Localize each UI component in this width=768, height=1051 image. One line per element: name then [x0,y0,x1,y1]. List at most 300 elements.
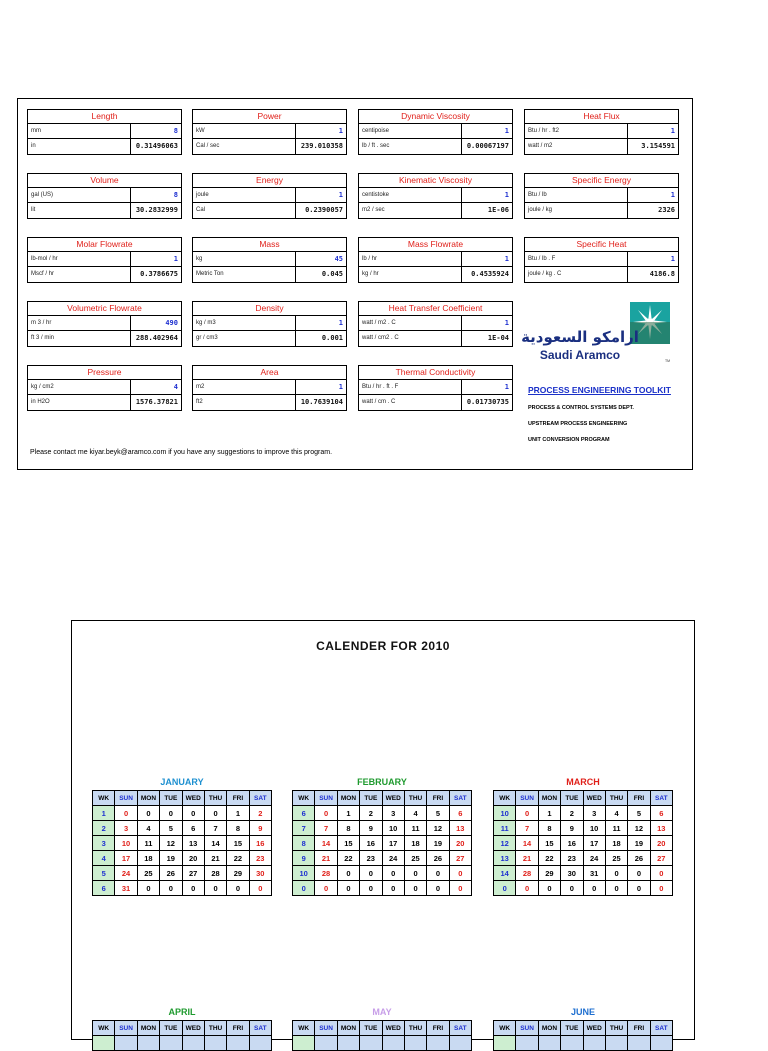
day-cell: 8 [227,821,249,836]
day-cell: 0 [227,881,249,896]
day-cell: 0 [516,881,538,896]
day-cell: 0 [561,881,583,896]
day-cell: 26 [628,851,650,866]
month-name: MAY [372,1007,392,1017]
week-number: 3 [93,836,115,851]
output-unit[interactable]: watt / cm . C [362,399,396,405]
contact-note: Please contact me kiyar.beyk@aramco.com if you have any suggestions to improve this program. [30,449,333,456]
day-cell: 5 [427,806,449,821]
input-value[interactable]: 45 [295,252,346,266]
week-row [93,881,272,896]
month-name: JANUARY [160,777,204,787]
input-value[interactable]: 1 [627,252,678,266]
week-number: 4 [93,851,115,866]
day-cell: 1 [538,806,560,821]
day-cell: 8 [538,821,560,836]
output-value: 0.00067197 [461,139,512,154]
output-unit[interactable]: lb / ft . sec [362,143,390,149]
input-value[interactable]: 1 [627,124,678,138]
output-value: 0.2390057 [295,203,346,218]
day-cell: 14 [516,836,538,851]
conversion-box [27,365,182,411]
day-cell: 0 [382,866,404,881]
month-block [292,1006,472,1051]
day-cell: 12 [160,836,182,851]
day-cell: 15 [227,836,249,851]
empty-cell [494,1036,516,1051]
conversion-box [192,301,347,347]
empty-cell [315,1036,337,1051]
weekday-header: FRI [227,1021,249,1036]
conversion-title: Dynamic Viscosity [359,110,512,124]
week-row [494,806,673,821]
input-value[interactable]: 1 [295,380,346,394]
saudi-aramco-logo [522,302,672,372]
day-cell: 15 [337,836,359,851]
week-row [293,836,472,851]
output-value: 0.01730735 [461,395,512,410]
empty-cell [605,1036,627,1051]
output-value: 4186.8 [627,267,678,282]
day-cell: 4 [605,806,627,821]
weekday-header: SUN [516,791,538,806]
day-cell: 17 [583,836,605,851]
day-cell: 0 [650,866,672,881]
day-cell: 2 [561,806,583,821]
week-row [494,836,673,851]
day-cell: 0 [137,806,159,821]
output-unit[interactable]: ft 3 / min [31,335,55,341]
input-unit[interactable]: gal (US) [31,192,54,198]
unit-converter-panel [17,98,693,470]
day-cell: 22 [538,851,560,866]
day-cell: 25 [404,851,426,866]
output-unit[interactable]: Cal / sec [196,143,220,149]
weekday-header: MON [337,791,359,806]
month-table [292,1020,472,1051]
weekday-header: THU [204,791,226,806]
weekday-header: FRI [227,791,249,806]
day-cell: 9 [249,821,271,836]
month-name: FEBRUARY [357,777,407,787]
day-cell: 18 [605,836,627,851]
output-value: 10.7639104 [295,395,346,410]
weekday-header: MON [337,1021,359,1036]
day-cell: 7 [204,821,226,836]
empty-cell [93,1036,115,1051]
week-number: 7 [293,821,315,836]
conversion-title: Length [28,110,181,124]
output-unit[interactable]: in H2O [31,399,50,405]
empty-cell [115,1036,137,1051]
weekday-header: SUN [516,1021,538,1036]
input-value[interactable]: 1 [461,124,512,138]
day-cell: 28 [516,866,538,881]
day-cell: 24 [115,866,137,881]
day-cell: 0 [628,881,650,896]
input-value[interactable]: 1 [461,188,512,202]
input-unit[interactable]: kg / cm2 [31,384,54,390]
weekday-header: SUN [115,791,137,806]
conversion-box [27,301,182,347]
day-cell: 0 [449,881,471,896]
output-value: 2326 [627,203,678,218]
output-value: 1576.37821 [130,395,181,410]
week-number: 6 [293,806,315,821]
output-unit[interactable]: Mscf / hr [31,271,55,277]
day-cell: 14 [315,836,337,851]
day-cell: 21 [204,851,226,866]
weekday-header: WED [583,1021,605,1036]
conversion-box [358,301,513,347]
month-name: MARCH [566,777,600,787]
weekday-header: MON [538,791,560,806]
day-cell: 0 [315,881,337,896]
month-block [292,776,472,896]
empty-cell [382,1036,404,1051]
day-cell: 17 [382,836,404,851]
day-cell: 0 [650,881,672,896]
input-unit[interactable]: m2 [196,384,205,390]
weekday-header: THU [404,1021,426,1036]
output-unit[interactable]: joule / kg [528,207,553,213]
week-row [293,806,472,821]
day-cell: 0 [404,881,426,896]
conversion-title: Volume [28,174,181,188]
empty-cell [227,1036,249,1051]
output-unit[interactable]: Metric Ton [196,271,224,277]
weekday-header: SUN [315,1021,337,1036]
day-cell: 11 [404,821,426,836]
day-cell: 31 [583,866,605,881]
empty-cell [449,1036,471,1051]
day-cell: 19 [628,836,650,851]
input-unit[interactable]: Btu / lb [528,192,547,198]
month-table [493,790,673,896]
conversion-box [358,365,513,411]
conversion-box [192,109,347,155]
weekday-header: TUE [360,1021,382,1036]
conversion-title: Specific Heat [525,238,678,252]
input-unit[interactable]: kg / m3 [196,320,216,326]
output-value: 30.2832999 [130,203,181,218]
weekday-header: WK [93,1021,115,1036]
toolkit-link[interactable]: PROCESS ENGINEERING TOOLKIT [528,385,671,395]
weekday-header: WK [494,1021,516,1036]
weekday-header: SAT [650,791,672,806]
month-table [92,790,272,896]
day-cell: 0 [337,866,359,881]
week-number: 10 [293,866,315,881]
empty-cell [561,1036,583,1051]
input-value[interactable]: 1 [130,252,181,266]
month-name: APRIL [168,1007,196,1017]
input-unit[interactable]: m 3 / hr [31,320,52,326]
day-cell: 16 [360,836,382,851]
logo-english: Saudi Aramco [539,348,621,362]
output-value: 1E-06 [461,203,512,218]
day-cell: 0 [315,806,337,821]
week-row [293,821,472,836]
day-cell: 26 [160,866,182,881]
conversion-title: Molar Flowrate [28,238,181,252]
day-cell: 0 [337,881,359,896]
empty-cell [427,1036,449,1051]
day-cell: 22 [227,851,249,866]
week-number: 13 [494,851,516,866]
input-unit[interactable]: kg [196,256,203,262]
day-cell: 25 [605,851,627,866]
conversion-title: Energy [193,174,346,188]
day-cell: 0 [516,806,538,821]
day-cell: 0 [404,866,426,881]
output-unit[interactable]: in [31,143,36,149]
output-unit[interactable]: m2 / sec [362,207,385,213]
input-unit[interactable]: centipoise [362,128,390,134]
day-cell: 17 [115,851,137,866]
input-unit[interactable]: Btu / hr . ft2 [528,128,560,134]
day-cell: 6 [650,806,672,821]
weekday-header: TUE [160,791,182,806]
week-number: 5 [93,866,115,881]
input-unit[interactable]: watt / m2 . C [362,320,396,326]
day-cell: 25 [137,866,159,881]
conversion-box [358,173,513,219]
week-row [293,866,472,881]
week-number: 14 [494,866,516,881]
input-unit[interactable]: kW [196,128,205,134]
day-cell: 0 [182,806,204,821]
output-unit[interactable]: watt / cm2 . C [362,335,399,341]
day-cell: 3 [583,806,605,821]
weekday-header: WK [293,791,315,806]
output-value: 1E-04 [461,331,512,346]
day-cell: 7 [516,821,538,836]
output-value: 0.045 [295,267,346,282]
day-cell: 0 [538,881,560,896]
day-cell: 5 [160,821,182,836]
output-unit[interactable]: lit [31,207,36,213]
month-block [92,1006,272,1051]
day-cell: 26 [427,851,449,866]
day-cell: 21 [315,851,337,866]
day-cell: 0 [360,881,382,896]
day-cell: 28 [315,866,337,881]
empty-cell [650,1036,672,1051]
day-cell: 0 [605,866,627,881]
input-unit[interactable]: centistoke [362,192,390,198]
month-block [493,776,673,896]
input-unit[interactable]: lb / hr [362,256,378,262]
output-unit[interactable]: gr / cm3 [196,335,218,341]
conversion-title: Heat Flux [525,110,678,124]
week-number: 10 [494,806,516,821]
week-row [93,836,272,851]
empty-cell [583,1036,605,1051]
day-cell: 16 [249,836,271,851]
day-cell: 8 [337,821,359,836]
week-number: 1 [93,806,115,821]
day-cell: 3 [115,821,137,836]
dept-line: UPSTREAM PROCESS ENGINEERING [528,421,628,427]
day-cell: 0 [182,881,204,896]
conversion-title: Mass Flowrate [359,238,512,252]
day-cell: 0 [382,881,404,896]
day-cell: 0 [204,881,226,896]
calendar-title: CALENDER FOR 2010 [316,639,450,653]
weekday-header: WK [293,1021,315,1036]
input-value[interactable]: 1 [627,188,678,202]
logo-tm: TM [664,359,670,363]
input-value[interactable]: 1 [461,252,512,266]
input-value[interactable]: 8 [130,188,181,202]
calendar-panel [71,620,695,1040]
week-number: 2 [93,821,115,836]
day-cell: 4 [404,806,426,821]
day-cell: 27 [449,851,471,866]
conversion-title: Power [193,110,346,124]
input-unit[interactable]: Btu / lb . F [528,256,556,262]
month-table [292,790,472,896]
day-cell: 4 [137,821,159,836]
day-cell: 0 [249,881,271,896]
day-cell: 15 [538,836,560,851]
day-cell: 19 [160,851,182,866]
day-cell: 31 [115,881,137,896]
input-unit[interactable]: joule [196,192,209,198]
day-cell: 6 [182,821,204,836]
weekday-header: FRI [628,1021,650,1036]
input-value[interactable]: 1 [461,380,512,394]
input-unit[interactable]: Btu / hr . ft . F [362,384,399,390]
day-cell: 28 [204,866,226,881]
conversion-box [27,237,182,283]
month-name: JUNE [570,1007,595,1017]
conversion-title: Specific Energy [525,174,678,188]
weekday-header: SAT [249,791,271,806]
output-value: 288.402964 [130,331,181,346]
output-unit[interactable]: Cal [196,207,206,213]
empty-cell [293,1036,315,1051]
empty-cell [204,1036,226,1051]
dept-line: PROCESS & CONTROL SYSTEMS DEPT. [528,405,634,411]
week-number: 0 [293,881,315,896]
day-cell: 5 [628,806,650,821]
weekday-header: MON [137,1021,159,1036]
weekday-header: TUE [561,791,583,806]
day-cell: 20 [449,836,471,851]
empty-cell [160,1036,182,1051]
input-unit[interactable]: lb-mol / hr [31,256,58,262]
weekday-header: THU [605,1021,627,1036]
empty-cell [337,1036,359,1051]
output-value: 0.001 [295,331,346,346]
day-cell: 10 [583,821,605,836]
day-cell: 0 [160,881,182,896]
empty-cell [516,1036,538,1051]
weekday-header: TUE [561,1021,583,1036]
conversion-title: Heat Transfer Coefficient [359,302,512,316]
day-cell: 19 [427,836,449,851]
day-cell: 11 [605,821,627,836]
day-cell: 0 [605,881,627,896]
weekday-header: SAT [449,1021,471,1036]
input-value[interactable]: 490 [130,316,181,330]
day-cell: 9 [360,821,382,836]
day-cell: 18 [137,851,159,866]
input-value[interactable]: 4 [130,380,181,394]
input-value[interactable]: 1 [461,316,512,330]
input-unit[interactable]: mm [31,128,41,134]
input-value[interactable]: 8 [130,124,181,138]
week-row [494,851,673,866]
day-cell: 0 [427,881,449,896]
day-cell: 2 [249,806,271,821]
empty-cell [404,1036,426,1051]
conversion-box [192,237,347,283]
day-cell: 9 [561,821,583,836]
weekday-header: SAT [249,1021,271,1036]
week-number: 6 [93,881,115,896]
input-value[interactable]: 1 [295,124,346,138]
weekday-header: WK [93,791,115,806]
conversion-title: Pressure [28,366,181,380]
day-cell: 0 [204,806,226,821]
day-cell: 21 [516,851,538,866]
week-row [494,821,673,836]
weekday-header: FRI [628,791,650,806]
conversion-title: Thermal Conductivity [359,366,512,380]
output-unit[interactable]: joule / kg . C [528,271,562,277]
weekday-header: MON [137,791,159,806]
conversion-box [358,109,513,155]
conversion-box [27,173,182,219]
week-row [293,851,472,866]
conversion-box [524,173,679,219]
day-cell: 0 [449,866,471,881]
day-cell: 0 [427,866,449,881]
weekday-header: TUE [160,1021,182,1036]
conversion-box [27,109,182,155]
input-value[interactable]: 1 [295,316,346,330]
week-number: 8 [293,836,315,851]
input-value[interactable]: 1 [295,188,346,202]
logo-arabic: ارامكو السعودية [521,328,639,346]
output-unit[interactable]: watt / m2 [528,143,553,149]
month-block [92,776,272,896]
empty-cell [249,1036,271,1051]
day-cell: 23 [249,851,271,866]
day-cell: 23 [360,851,382,866]
weekday-header: WED [583,791,605,806]
day-cell: 1 [337,806,359,821]
empty-cell [182,1036,204,1051]
day-cell: 12 [628,821,650,836]
day-cell: 22 [337,851,359,866]
output-unit[interactable]: kg / hr [362,271,379,277]
week-row [93,866,272,881]
weekday-header: SAT [650,1021,672,1036]
week-number: 9 [293,851,315,866]
weekday-header: FRI [427,791,449,806]
output-unit[interactable]: ft2 [196,399,203,405]
empty-cell [137,1036,159,1051]
day-cell: 0 [583,881,605,896]
day-cell: 20 [650,836,672,851]
day-cell: 11 [137,836,159,851]
conversion-box [524,237,679,283]
conversion-title: Kinematic Viscosity [359,174,512,188]
